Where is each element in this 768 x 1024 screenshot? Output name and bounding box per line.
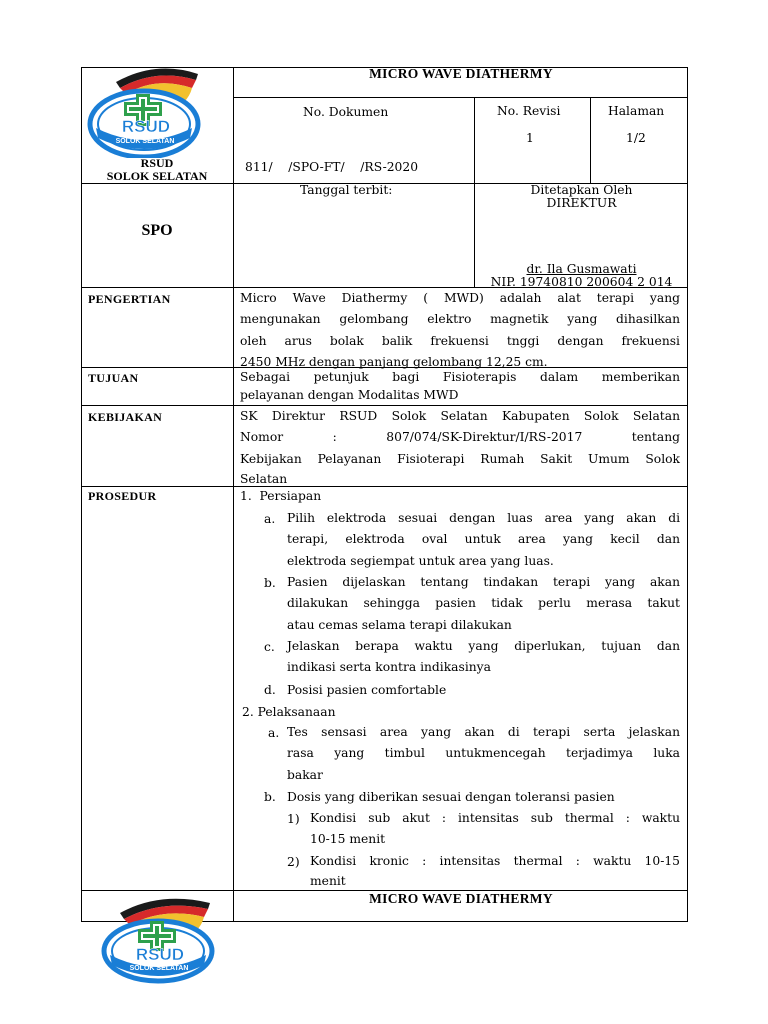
step-pelaksanaan: 2. Pelaksanaan [242,705,336,719]
page2-document-title: MICRO WAVE DIATHERMY [369,891,553,906]
doc-number-label: No. Dokumen [303,105,389,119]
text-line: Kebijakan Pelayanan Fisioterapi Rumah Sakit Umum Solok [240,451,680,466]
text-line: bakar [287,767,323,782]
tujuan-text [240,368,680,404]
text-line: elektroda segiempat untuk area yang luas. [287,553,554,568]
rsud-logo-graphic [100,893,220,989]
text-line: Tes sensasi area yang akan di terapi serta jelaskan [287,725,680,739]
logo-subtext: SOLOK SELATAN [129,965,189,972]
org-name-line2: SOLOK SELATAN [106,169,208,183]
divider [233,287,234,922]
item-marker: 1) [287,812,300,826]
list-item [287,508,680,572]
item-marker: b. [264,790,276,804]
text-line: dilakukan sehingga pasien tidak perlu merasa takut [287,596,680,611]
text-line: Nomor : 807/074/SK-Direktur/I/RS-2017 tentang [240,430,680,445]
tujuan-label: TUJUAN [88,371,139,385]
text-line: Kondisi sub akut : intensitas sub thermal : waktu [310,811,680,825]
logo-text: RSUD [121,117,171,136]
approved-by-role: DIREKTUR [546,196,617,210]
issue-date-label: Tanggal terbit: [300,183,393,197]
doc-number-value: 811/ /SPO-FT/ /RS-2020 [245,160,419,174]
pengertian-label: PENGERTIAN [88,292,171,306]
page-value: 1/2 [626,131,646,145]
list-item: Dosis yang diberikan sesuai dengan toleransi pasien [287,790,615,804]
text-line: Micro Wave Diathermy ( MWD) adalah alat terapi yang [240,291,680,305]
list-item [287,722,680,786]
list-item [287,636,680,679]
text-line: 10-15 menit [310,832,386,847]
divider [233,97,688,98]
divider [233,67,234,288]
text-line: Kondisi kronic : intensitas thermal : waktu 10-15 [310,854,680,868]
list-item: Posisi pasien comfortable [287,683,447,697]
text-line: indikasi serta kontra indikasinya [287,660,491,675]
text-line: Pasien dijelaskan tentang tindakan terapi yang akan [287,575,680,589]
document-title: MICRO WAVE DIATHERMY [369,66,553,81]
rsud-logo [86,62,206,158]
text-line: Pilih elektroda sesuai dengan luas area yang akan di [287,511,680,525]
item-marker: c. [264,640,275,654]
divider [590,97,591,183]
list-item [310,808,680,851]
kebijakan-text [240,406,680,488]
revision-label: No. Revisi [497,104,561,118]
list-item [310,851,680,890]
logo-text: RSUD [135,945,185,964]
text-line: SK Direktur RSUD Solok Selatan Kabupaten Solok Selatan [240,409,680,423]
org-name-line1: RSUD [140,156,174,170]
logo-subtext: SOLOK SELATAN [115,138,175,145]
text-line: mengunakan gelombang elektro magnetik yang dihasilkan [240,312,680,327]
page-label: Halaman [608,104,665,118]
approved-by-label: Ditetapkan Oleh [530,183,633,197]
text-line: Jelaskan berapa waktu yang diperlukan, tujuan dan [287,639,680,653]
item-marker: a. [264,512,276,526]
item-marker: 2) [287,855,300,869]
text-line: terapi, elektroda oval untuk area yang kecil dan [287,532,680,547]
item-marker: a. [268,726,280,740]
spo-label: SPO [141,222,173,239]
text-line: pelayanan dengan Modalitas MWD [240,388,459,402]
signatory-name: dr. Ila Gusmawati [526,262,637,276]
text-line: Selatan [240,471,288,486]
text-line: atau cemas selama terapi dilakukan [287,617,512,632]
item-marker: b. [264,576,276,590]
text-line: Sebagai petunjuk bagi Fisioterapis dalam memberikan [240,370,680,384]
pengertian-text [240,288,680,373]
step-persiapan: 1. Persiapan [240,489,322,503]
signatory-nip: NIP. 19740810 200604 2 014 [490,275,673,289]
text-line: oleh arus bolak balik frekuensi tnggi dengan frekuensi [240,333,680,348]
text-line: menit [310,874,346,889]
item-marker: d. [264,683,276,697]
list-item [287,572,680,636]
kebijakan-label: KEBIJAKAN [88,410,163,424]
text-line: rasa yang timbul untukmencegah terjadimya luka [287,746,680,761]
text-line: 2450 MHz dengan panjang gelombang 12,25 cm. [240,354,548,369]
prosedur-label: PROSEDUR [88,489,157,503]
rsud-logo-page2 [100,893,220,989]
revision-value: 1 [526,131,534,145]
